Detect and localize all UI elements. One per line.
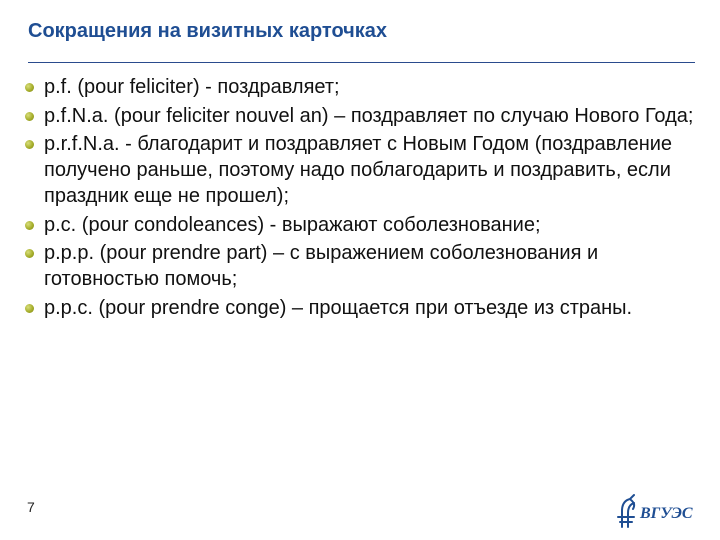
list-item-text: p.p.p. (pour prendre part) – с выражением соболезнования и готовностью помочь; [44,242,599,290]
logo-text: ВГУЭС [640,505,693,522]
list-item-text: p.f.N.a. (pour feliciter nouvel an) – поздравляет по случаю Нового Года; [44,104,694,127]
slide-title: Сокращения на визитных карточках [28,20,388,42]
bullet-dot-icon [25,249,34,258]
list-item [22,295,702,321]
list-item [22,212,702,238]
bullet-list [22,74,702,323]
list-item-text: p.c. (pour condoleances) - выражают соболезнование; [44,213,541,236]
list-item [22,240,702,292]
title-divider [28,62,695,63]
list-item-text: p.f. (pour feliciter) - поздравляет; [44,76,340,98]
list-item-text: p.p.c. (pour prendre conge) – прощается при отъезде из страны. [44,296,633,319]
bullet-dot-icon [25,112,34,121]
bullet-dot-icon [25,304,34,313]
list-item [22,131,702,209]
list-item-text: p.r.f.N.a. - благодарит и поздравляет с Новым Годом (поздравление получено раньше, поэтому надо поблагодарить и поздравить, если праздник еще не прошел); [44,133,673,207]
university-logo [612,491,700,531]
page-number: 7 [27,499,35,515]
bullet-dot-icon [25,140,34,149]
list-item [22,103,702,129]
logo-emblem-icon [618,495,634,527]
bullet-dot-icon [25,83,34,92]
bullet-dot-icon [25,221,34,230]
list-item [22,74,702,100]
